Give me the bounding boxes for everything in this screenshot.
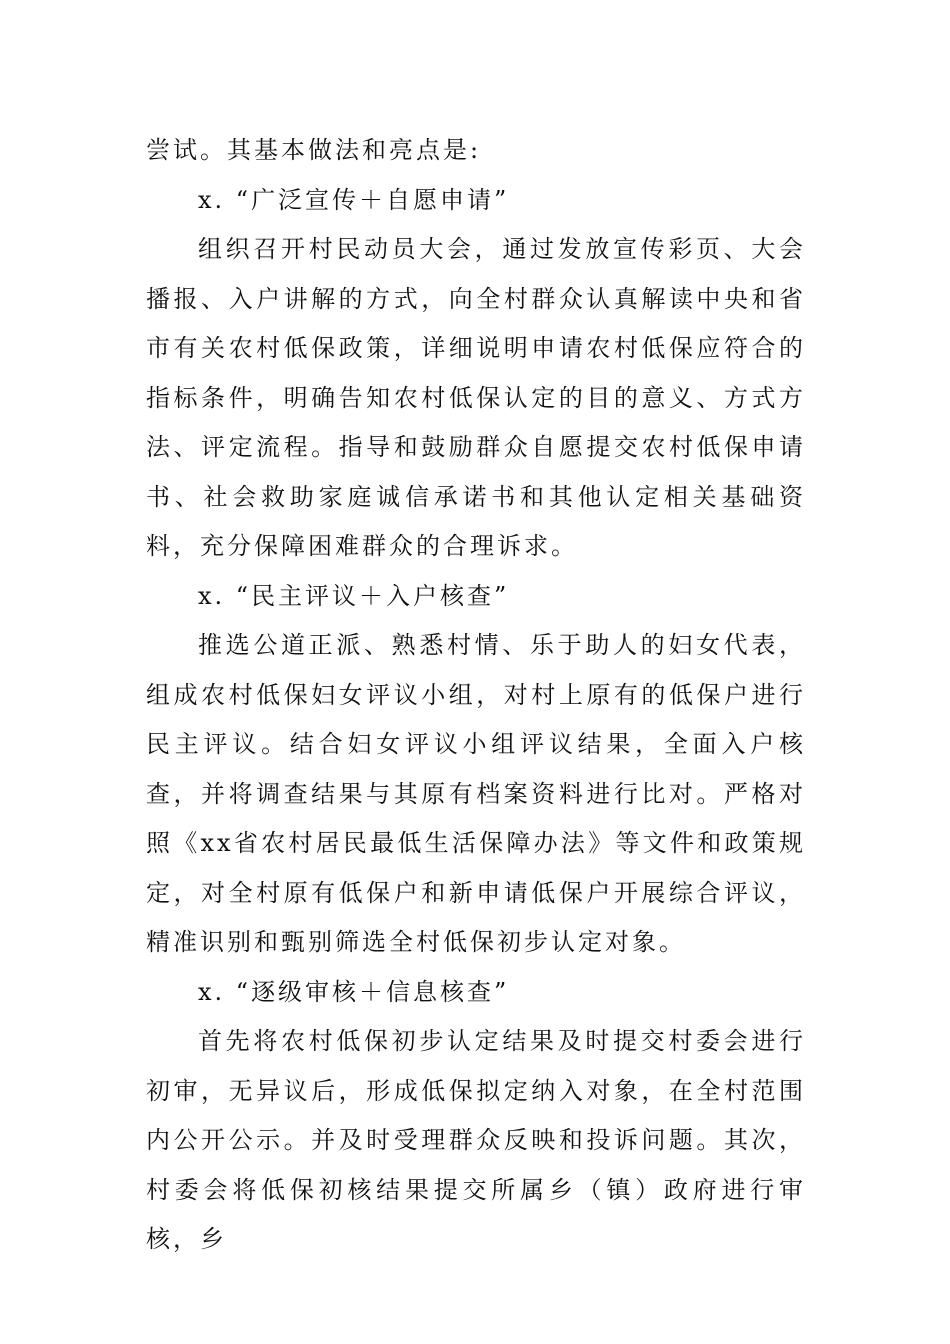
section-heading-3: x. “逐级审核＋信息核查” — [198, 977, 510, 1006]
continuation-line: 尝试。其基本做法和亮点是: — [146, 136, 482, 164]
section-paragraph-2: 推选公道正派、熟悉村情、乐于助人的妇女代表，组成农村低保妇女评议小组，对村上原有的低保户进行民主评议。结合妇女评议小组评议结果，全面入户核查，并将调查结果与其原有档案资料进行比对。严格对照《xx省农村居民最低生活保障办法》等文件和政策规定，对全村原有低保户和新申请低保户开展综合评议，精准识别和甄别筛选全村低保初步认定对象。 — [146, 631, 806, 956]
section-paragraph-1: 组织召开村民动员大会，通过发放宣传彩页、大会播报、入户讲解的方式，向全村群众认真解读中央和省市有关农村低保政策，详细说明申请农村低保应符合的指标条件，明确告知农村低保认定的目的意义、方式方法、评定流程。指导和鼓励群众自愿提交农村低保申请书、社会救助家庭诚信承诺书和其他认定相关基础资料，充分保障困难群众的合理诉求。 — [146, 235, 806, 560]
document-body — [146, 126, 806, 1265]
section-heading-2: x. “民主评议＋入户核查” — [198, 581, 510, 610]
section-paragraph-3: 首先将农村低保初步认定结果及时提交村委会进行初审，无异议后，形成低保拟定纳入对象，在全村范围内公开公示。并及时受理群众反映和投诉问题。其次，村委会将低保初核结果提交所属乡（镇）政府进行审核，乡 — [146, 1027, 806, 1253]
section-heading-1: x. “广泛宣传＋自愿申请” — [198, 185, 510, 214]
